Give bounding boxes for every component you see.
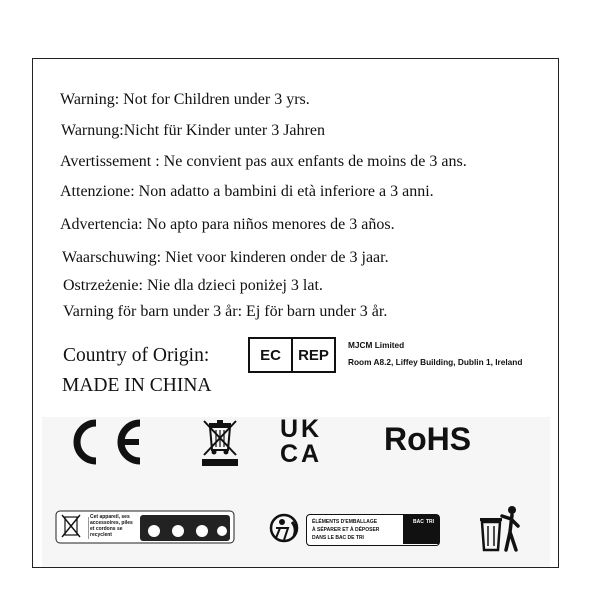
origin-label: Country of Origin:: [63, 345, 210, 366]
warning-sv: Varning för barn under 3 år: Ej för barn under 3 år.: [63, 303, 388, 320]
origin-value: MADE IN CHINA: [62, 375, 212, 396]
ec-rep-mark: [248, 337, 336, 373]
ec-rep-left: EC: [250, 339, 293, 371]
rohs-mark-icon: RoHS: [384, 421, 472, 457]
triman-line-3: DANS LE BAC DE TRI: [312, 535, 364, 541]
ukca-top: UK: [279, 415, 323, 443]
ec-rep-address: Room A8.2, Liffey Building, Dublin 1, Ireland: [348, 357, 523, 367]
info-tri-icon: [54, 507, 238, 547]
warning-nl: Waarschuwing: Niet voor kinderen onder de 3 jaar.: [62, 249, 389, 266]
warning-de: Warnung:Nicht für Kinder unter 3 Jahren: [61, 122, 325, 139]
warning-es: Advertencia: No apto para niños menores de 3 años.: [60, 216, 395, 233]
tri-label: TRI: [426, 519, 435, 525]
warning-en: Warning: Not for Children under 3 yrs.: [60, 91, 310, 108]
bac-label: BAC: [413, 519, 424, 525]
weee-crossed-bin-icon: [196, 417, 246, 469]
ce-mark-icon: [58, 418, 148, 466]
ec-rep-company: MJCM Limited: [348, 340, 405, 350]
triman-line-1: ÉLÉMENTS D'EMBALLAGE: [312, 519, 378, 525]
warning-pl: Ostrzeżenie: Nie dla dzieci poniżej 3 lat.: [63, 277, 323, 294]
trash-person-icon: [478, 504, 526, 554]
warning-it: Attenzione: Non adatto a bambini di età inferiore a 3 anni.: [60, 183, 434, 200]
recycle-label: Cet appareil, ses accessoires, piles et cordons se recyclent: [90, 514, 133, 538]
warning-fr: Avertissement : Ne convient pas aux enfants de moins de 3 ans.: [60, 153, 467, 170]
triman-icon: [264, 512, 308, 546]
ec-rep-right: REP: [298, 346, 329, 364]
triman-line-2: À SÉPARER ET À DÉPOSER: [312, 527, 380, 533]
ukca-bottom: CA: [279, 440, 323, 468]
ukca-mark-icon: [266, 417, 336, 469]
